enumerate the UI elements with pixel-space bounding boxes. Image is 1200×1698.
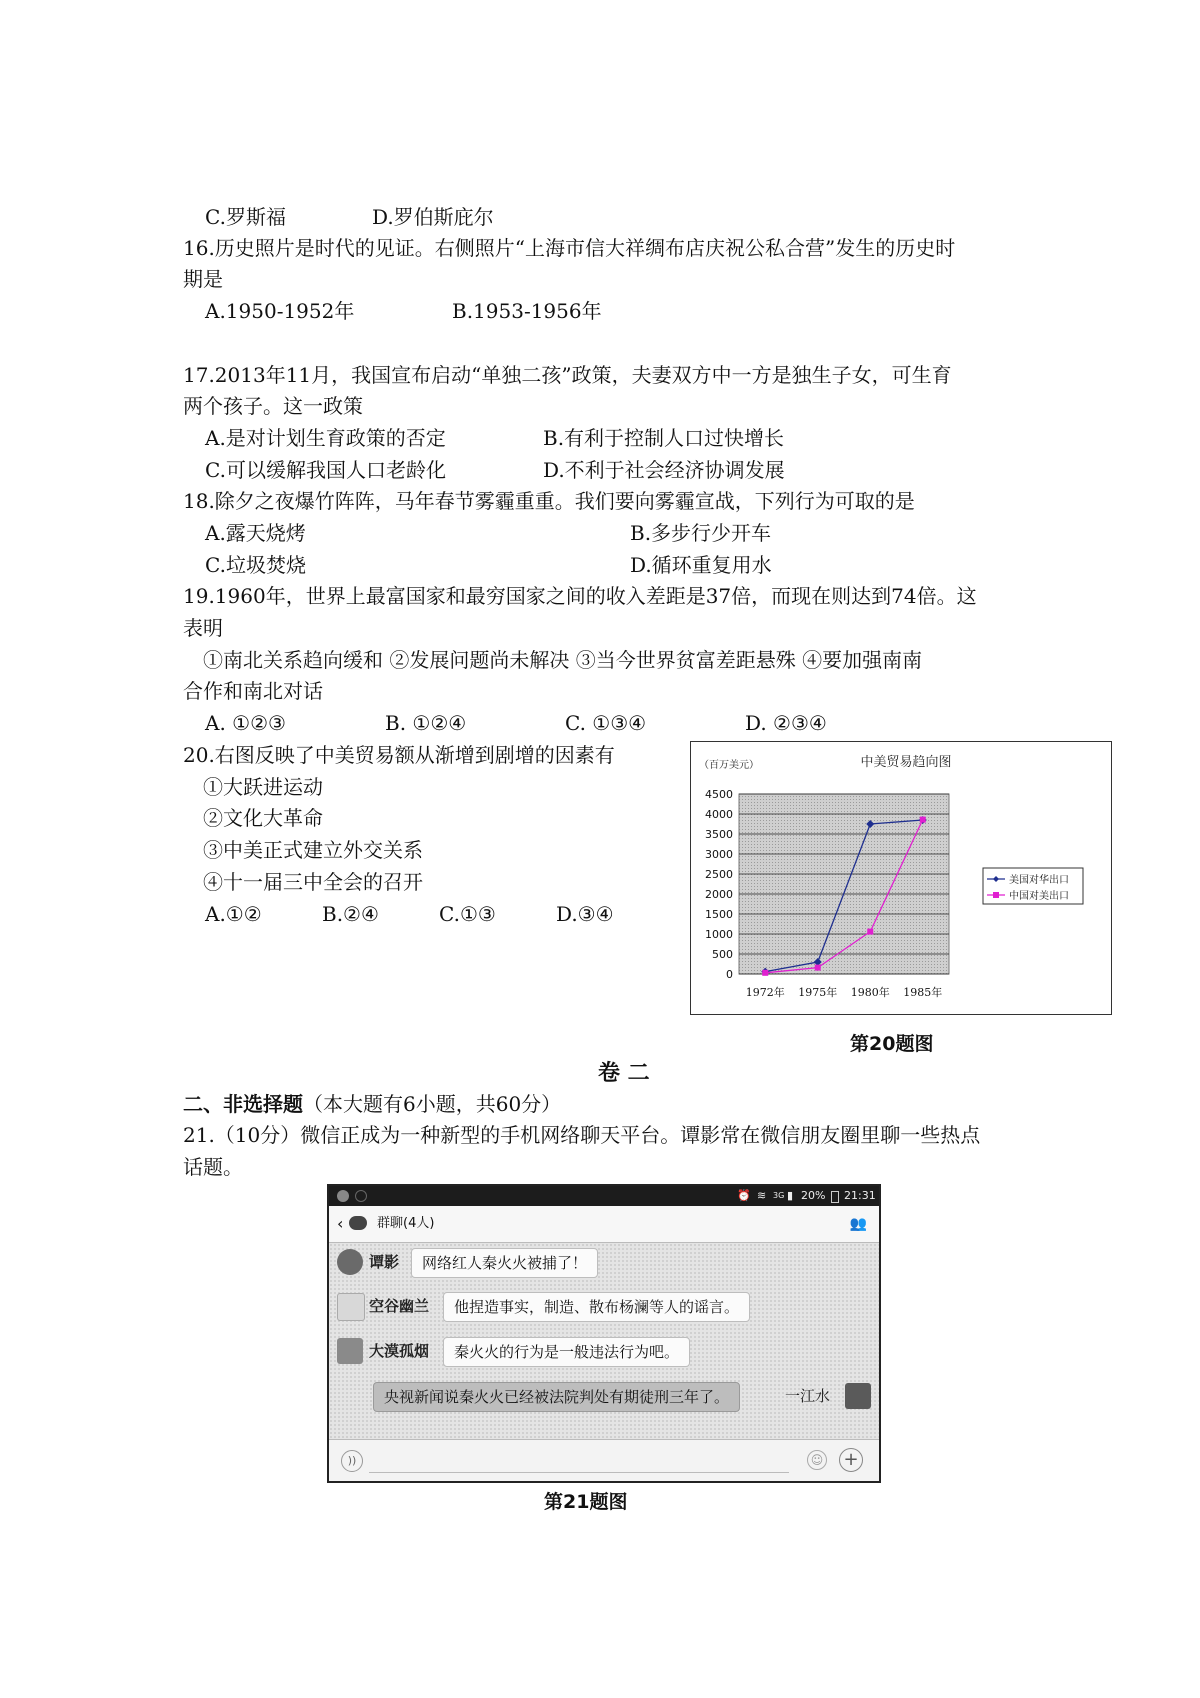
chart-unit-label: （百万美元） (699, 760, 759, 771)
group-members-icon[interactable]: 👥 (849, 1216, 867, 1232)
q19-option-b: B. ①②④ (385, 711, 467, 735)
fig20-caption: 第20题图 (850, 1033, 934, 1055)
section-title: 卷 二 (598, 1061, 650, 1086)
q19-stem-line2: 表明 (183, 616, 223, 640)
data-point (867, 929, 873, 935)
q18-option-c: C.垃圾焚烧 (205, 553, 306, 577)
chat-title: 群聊(4人) (377, 1216, 435, 1231)
q21-stem-line2: 话题。 (183, 1155, 243, 1179)
x-tick-label: 1975年 (798, 986, 838, 999)
alarm-icon: ⏰ (737, 1189, 751, 1202)
wechat-screenshot (327, 1184, 881, 1483)
x-tick-label: 1985年 (903, 986, 943, 999)
message-bubble: 秦火火的行为是一般违法行为吧。 (443, 1337, 690, 1367)
avatar (337, 1293, 365, 1321)
chat-title-bar (329, 1206, 879, 1243)
message-nick: 空谷幽兰 (369, 1297, 430, 1315)
battery-level: 20% (801, 1189, 826, 1202)
q19-option-c: C. ①③④ (565, 711, 647, 735)
q18-option-a: A.露天烧烤 (205, 521, 306, 545)
status-bar (329, 1186, 879, 1206)
q16-option-b: B.1953-1956年 (452, 299, 602, 323)
q19-statements: ①南北关系趋向缓和 ②发展问题尚未解决 ③当今世界贫富差距悬殊 ④要加强南南 (203, 648, 923, 672)
y-tick-label: 500 (712, 948, 733, 961)
y-tick-label: 2000 (705, 888, 733, 901)
y-tick-label: 4500 (705, 788, 733, 801)
avatar (337, 1249, 363, 1275)
x-tick-label: 1980年 (850, 986, 890, 999)
q18-stem-line1: 18.除夕之夜爆竹阵阵，马年春节雾霾重重。我们要向雾霾宣战，下列行为可取的是 (183, 489, 915, 513)
message-bubble: 网络红人秦火火被捕了！ (411, 1248, 598, 1278)
q17-stem-line2: 两个孩子。这一政策 (183, 394, 363, 418)
q20-item-3: ③中美正式建立外交关系 (203, 838, 423, 862)
message-bubble: 他捏造事实，制造、散布杨澜等人的谣言。 (443, 1292, 750, 1322)
wifi-icon: ≋ (757, 1189, 767, 1202)
q20-item-2: ②文化大革命 (203, 806, 323, 830)
data-point (920, 817, 926, 823)
legend-label: 中国对美出口 (1009, 891, 1069, 902)
q17-stem-line1: 17.2013年11月，我国宣布启动“单独二孩”政策，夫妻双方中一方是独生子女，可生育 (183, 363, 952, 387)
y-tick-label: 4000 (705, 808, 733, 821)
status-time: 21:31 (844, 1189, 876, 1202)
chat-input-bar (329, 1439, 879, 1482)
q15-option-d: D.罗伯斯庇尔 (372, 205, 494, 229)
app-icon (337, 1190, 349, 1202)
q16-stem-line1: 16.历史照片是时代的见证。右侧照片“上海市信大祥绸布店庆祝公私合营”发生的历史时 (183, 236, 956, 260)
q19-option-a: A. ①②③ (205, 711, 286, 735)
message-nick: 大漠孤烟 (369, 1342, 430, 1360)
message-area (329, 1243, 879, 1439)
q20-option-c: C.①③ (439, 902, 496, 926)
q17-option-c: C.可以缓解我国人口老龄化 (205, 458, 446, 482)
avatar (337, 1338, 363, 1364)
q21-stem-line1: 21.（10分）微信正成为一种新型的手机网络聊天平台。谭影常在微信朋友圈里聊一些热点 (183, 1123, 981, 1147)
q17-option-d: D.不利于社会经济协调发展 (543, 458, 785, 482)
y-tick-label: 3000 (705, 848, 733, 861)
q20-option-a: A.①② (205, 902, 262, 926)
q20-item-1: ①大跃进运动 (203, 775, 323, 799)
q17-option-b: B.有利于控制人口过快增长 (543, 426, 785, 450)
q20-stem-line1: 20.右图反映了中美贸易额从渐增到剧增的因素有 (183, 743, 615, 767)
data-point (762, 970, 768, 976)
sync-icon (355, 1190, 367, 1202)
battery-icon (831, 1191, 839, 1203)
q17-option-a: A.是对计划生育政策的否定 (205, 426, 446, 450)
message-bubble-self: 央视新闻说秦火火已经被法院判处有期徒刑三年了。 (373, 1382, 740, 1412)
q16-option-a: A.1950-1952年 (205, 299, 355, 323)
trade-chart-svg (691, 742, 1111, 1014)
legend-marker (993, 892, 999, 898)
q19-statements-line2: 合作和南北对话 (183, 679, 323, 703)
message-nick: 谭影 (369, 1253, 400, 1271)
y-tick-label: 1000 (705, 928, 733, 941)
q20-option-b: B.②④ (322, 902, 379, 926)
avatar-self (845, 1383, 871, 1409)
q20-option-d: D.③④ (556, 902, 614, 926)
chart-title: 中美贸易趋向图 (860, 755, 952, 770)
legend-label: 美国对华出口 (1009, 875, 1069, 886)
plus-icon[interactable]: + (839, 1448, 863, 1472)
y-tick-label: 3500 (705, 828, 733, 841)
y-tick-label: 1500 (705, 908, 733, 921)
q18-option-b: B.多步行少开车 (630, 521, 772, 545)
wechat-icon (349, 1216, 367, 1230)
signal-icon: ▮ (787, 1189, 794, 1202)
network-type: 3G (773, 1191, 785, 1200)
q19-option-d: D. ②③④ (745, 711, 827, 735)
y-tick-label: 2500 (705, 868, 733, 881)
fig21-caption: 第21题图 (544, 1491, 628, 1513)
x-tick-label: 1972年 (745, 986, 785, 999)
q16-stem-line2: 期是 (183, 267, 223, 291)
input-underline[interactable] (369, 1472, 789, 1473)
section-heading-note: （本大题有6小题，共60分） (303, 1092, 562, 1116)
q20-item-4: ④十一届三中全会的召开 (203, 870, 423, 894)
q19-stem-line1: 19.1960年，世界上最富国家和最穷国家之间的收入差距是37倍，而现在则达到74倍。这 (183, 584, 977, 608)
q18-option-d: D.循环重复用水 (630, 553, 772, 577)
back-icon[interactable]: ‹ (337, 1214, 344, 1233)
y-tick-label: 0 (726, 968, 733, 981)
data-point (815, 965, 821, 971)
section-heading: 二、非选择题 (183, 1092, 303, 1116)
trade-chart (690, 741, 1112, 1015)
emoji-icon[interactable]: ☺ (807, 1450, 827, 1470)
voice-icon[interactable]: )) (341, 1450, 363, 1472)
message-nick-self: 一江水 (785, 1387, 831, 1405)
q15-option-c: C.罗斯福 (205, 205, 286, 229)
section-heading-wrap (183, 1090, 561, 1118)
